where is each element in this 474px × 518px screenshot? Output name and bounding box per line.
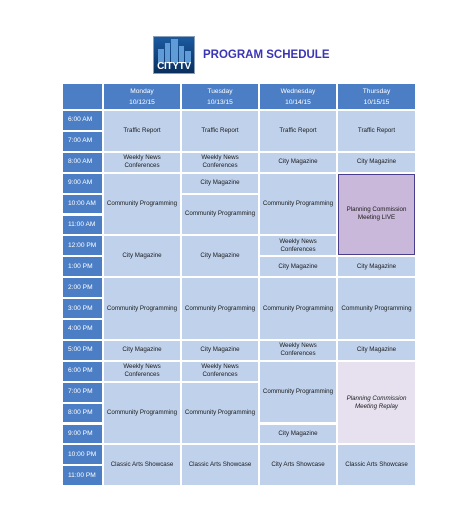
time-label: 11:00 PM — [63, 466, 102, 485]
time-label: 11:00 AM — [63, 216, 102, 235]
day-name: Monday — [130, 87, 154, 95]
program-block: Community Programming — [338, 278, 415, 339]
program-block: City Magazine — [260, 153, 336, 172]
program-block: Community Programming — [260, 174, 336, 235]
program-block: Community Programming — [260, 278, 336, 339]
program-block: Weekly News Conferences — [260, 236, 336, 255]
program-block: Classic Arts Showcase — [104, 445, 180, 485]
program-block: Community Programming — [260, 362, 336, 423]
program-block: Weekly News Conferences — [260, 341, 336, 360]
program-block: Traffic Report — [182, 111, 258, 151]
time-label: 5:00 PM — [63, 341, 102, 360]
day-date: 10/13/15 — [207, 98, 233, 106]
program-block: Traffic Report — [260, 111, 336, 151]
time-label: 7:00 PM — [63, 383, 102, 402]
day-date: 10/12/15 — [129, 98, 155, 106]
day-header-wednesday — [260, 84, 336, 109]
program-block: City Magazine — [338, 153, 415, 172]
program-block: Planning Commission Meeting Replay — [338, 362, 415, 444]
program-block: City Magazine — [260, 425, 336, 444]
day-date: 10/15/15 — [363, 98, 390, 106]
day-header-monday — [104, 84, 180, 109]
program-block: Classic Arts Showcase — [182, 445, 258, 485]
program-block: City Magazine — [182, 236, 258, 276]
program-block: Traffic Report — [338, 111, 415, 151]
time-label: 7:00 AM — [63, 132, 102, 151]
time-label: 9:00 AM — [63, 174, 102, 193]
corner-header — [63, 84, 102, 109]
program-block: Weekly News Conferences — [104, 153, 180, 172]
program-block: Community Programming — [182, 195, 258, 235]
time-label: 10:00 PM — [63, 445, 102, 464]
time-label: 8:00 AM — [63, 153, 102, 172]
time-label: 1:00 PM — [63, 257, 102, 276]
program-block: Community Programming — [104, 278, 180, 339]
day-name: Wednesday — [280, 87, 316, 95]
program-block: Classic Arts Showcase — [338, 445, 415, 485]
day-date: 10/14/15 — [285, 98, 311, 106]
program-block: City Magazine — [338, 341, 415, 360]
program-block: Community Programming — [104, 383, 180, 444]
day-name: Tuesday — [207, 87, 233, 95]
time-label: 3:00 PM — [63, 299, 102, 318]
time-label: 6:00 AM — [63, 111, 102, 130]
time-label: 10:00 AM — [63, 195, 102, 214]
program-block: City Magazine — [104, 341, 180, 360]
day-header-thursday — [338, 84, 415, 109]
program-block: Traffic Report — [104, 111, 180, 151]
time-label: 8:00 PM — [63, 404, 102, 423]
program-block: Weekly News Conferences — [182, 153, 258, 172]
program-block: City Magazine — [182, 174, 258, 193]
program-block: Weekly News Conferences — [182, 362, 258, 381]
time-label: 2:00 PM — [63, 278, 102, 297]
program-block: Community Programming — [182, 278, 258, 339]
program-block: City Arts Showcase — [260, 445, 336, 485]
program-block: Weekly News Conferences — [104, 362, 180, 381]
time-label: 4:00 PM — [63, 320, 102, 339]
program-block: City Magazine — [104, 236, 180, 276]
program-block: City Magazine — [338, 257, 415, 276]
time-label: 9:00 PM — [63, 425, 102, 444]
page-title: PROGRAM SCHEDULE — [203, 49, 330, 61]
day-name: Thursday — [362, 87, 391, 95]
program-block: Community Programming — [182, 383, 258, 444]
program-block: Community Programming — [104, 174, 180, 235]
logo-wordmark: CITYTV — [157, 61, 191, 72]
time-label: 12:00 PM — [63, 236, 102, 255]
time-label: 6:00 PM — [63, 362, 102, 381]
day-header-tuesday — [182, 84, 258, 109]
program-block: Planning Commission Meeting LIVE — [338, 174, 415, 256]
program-block: City Magazine — [182, 341, 258, 360]
program-block: City Magazine — [260, 257, 336, 276]
